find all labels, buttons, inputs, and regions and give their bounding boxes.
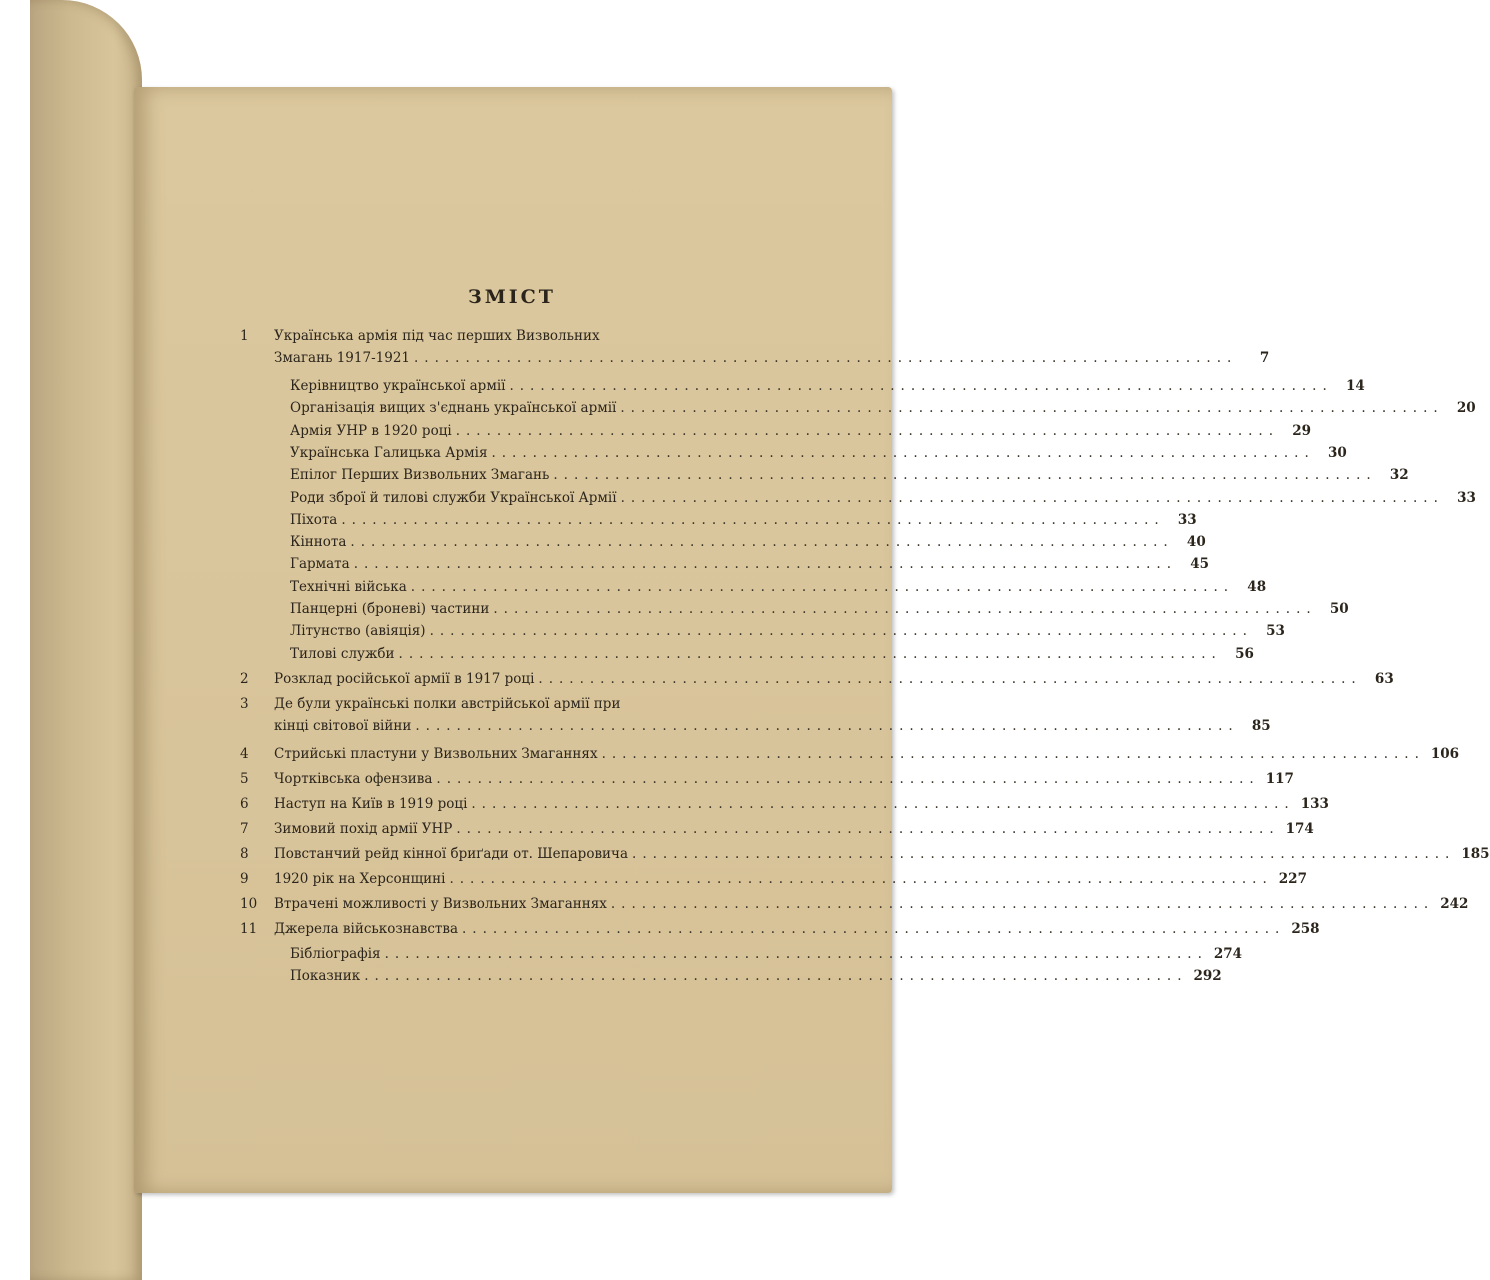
toc-entry-number: 7: [240, 820, 249, 837]
toc-dot-leader: ................................................................................: [384, 945, 1208, 962]
toc-entry-title: Чортківська офензива: [274, 770, 433, 787]
toc-dot-leader: ................................................................................: [509, 378, 1333, 394]
toc-entry-number: 3: [240, 695, 249, 712]
toc-dot-leader: ................................................................................: [632, 845, 1456, 862]
toc-entry-title: Бібліографія: [290, 945, 381, 962]
toc-dot-leader: ................................................................................: [414, 350, 1238, 366]
toc-entry-title: Тилові служби: [290, 645, 395, 662]
toc-entry-title: Роди зброї й тилові служби Української Армії: [290, 489, 617, 506]
toc-entry-title: Керівництво української армії: [290, 378, 506, 394]
toc-entry-title: 1920 рік на Херсонщині: [274, 870, 446, 887]
toc-entry-title: Гармата: [290, 556, 350, 573]
toc-entry-number: 9: [240, 870, 249, 887]
toc-page-number: 33: [1177, 511, 1197, 528]
toc-entry-title-line: Українська армія під час перших Визвольних: [274, 328, 600, 344]
toc-page-number: 227: [1278, 870, 1307, 887]
toc-dot-leader: ................................................................................: [553, 467, 1377, 484]
page-title: ЗМІСТ: [468, 286, 556, 308]
toc-dot-leader: ................................................................................: [415, 717, 1239, 734]
toc-page-number: 50: [1329, 601, 1349, 617]
toc-entry-number: 4: [240, 745, 249, 762]
toc-entry-number: 6: [240, 795, 249, 812]
toc-page-number: 258: [1291, 920, 1320, 937]
toc-entry-title: Наступ на Київ в 1919 році: [274, 795, 468, 812]
toc-page-number: 63: [1374, 670, 1394, 687]
toc-entry-title: Панцерні (броневі) частини: [290, 601, 490, 617]
toc-page-number: 29: [1292, 422, 1312, 439]
toc-entry-number: 2: [240, 670, 249, 687]
toc-entry-number: 10: [240, 895, 258, 912]
toc-entry-title: Повстанчий рейд кінної бриґади от. Шепаровича: [274, 845, 629, 862]
toc-entry-title: кінці світової війни: [274, 717, 412, 734]
toc-dot-leader: ................................................................................: [398, 645, 1222, 662]
toc-page-number: 185: [1461, 845, 1490, 862]
toc-entry-number: 11: [240, 920, 258, 937]
toc-entry-title: Епілог Перших Визвольних Змагань: [290, 467, 550, 484]
toc-page-number: 242: [1440, 895, 1469, 912]
toc-entry-title: Показник: [290, 967, 361, 984]
toc-dot-leader: ................................................................................: [436, 770, 1260, 787]
book-left-edge: [30, 0, 142, 1280]
toc-page-number: 14: [1345, 378, 1365, 394]
toc-dot-leader: ................................................................................: [410, 578, 1235, 595]
toc-entry-title-line: Де були українські полки австрійської армії при: [274, 695, 621, 712]
toc-entry-title: Змагань 1917-1921: [274, 350, 410, 366]
toc-dot-leader: ................................................................................: [456, 820, 1280, 837]
toc-dot-leader: ................................................................................: [538, 670, 1362, 687]
toc-dot-leader: ................................................................................: [493, 601, 1317, 617]
toc-entry-number: 8: [240, 845, 249, 862]
toc-page-number: 40: [1186, 534, 1206, 551]
toc-entry-number: 1: [240, 328, 249, 344]
toc-entry-number: 5: [240, 770, 249, 787]
toc-dot-leader: ................................................................................: [364, 967, 1188, 984]
toc-page-number: 85: [1251, 717, 1271, 734]
toc-page-number: 53: [1266, 623, 1285, 640]
toc-entry-title: Стрийські пластуни у Визвольних Змаганнях: [274, 745, 598, 762]
toc-entry-title: Літунство (авіяція): [290, 623, 426, 640]
toc-page-number: 33: [1457, 489, 1476, 506]
toc-page-number: 117: [1265, 770, 1294, 787]
book-page: [134, 87, 892, 1193]
toc-page-number: 48: [1247, 578, 1267, 595]
toc-page-number: 56: [1235, 645, 1254, 662]
toc-dot-leader: ................................................................................: [620, 489, 1444, 506]
toc-dot-leader: ................................................................................: [491, 444, 1315, 461]
toc-dot-leader: ................................................................................: [350, 534, 1174, 551]
toc-page-number: 106: [1430, 745, 1460, 762]
toc-dot-leader: ................................................................................: [429, 623, 1253, 640]
toc-dot-leader: ................................................................................: [610, 895, 1435, 912]
toc-dot-leader: ................................................................................: [620, 400, 1444, 417]
toc-dot-leader: ................................................................................: [471, 795, 1295, 812]
toc-entry-title: Кіннота: [290, 534, 347, 551]
toc-dot-leader: ................................................................................: [455, 422, 1280, 439]
toc-dot-leader: ................................................................................: [353, 556, 1178, 573]
toc-entry-title: Розклад російської армії в 1917 році: [274, 670, 535, 687]
toc-page-number: 174: [1285, 820, 1314, 837]
toc-entry-title: Організація вищих з'єднань української армії: [290, 400, 617, 417]
toc-page-number: 32: [1389, 467, 1409, 484]
toc-page-number: 274: [1213, 945, 1243, 962]
toc-entry-title: Армія УНР в 1920 році: [290, 422, 452, 439]
toc-page-number: 133: [1300, 795, 1329, 812]
toc-page-number: 45: [1190, 556, 1210, 573]
toc-dot-leader: ................................................................................: [449, 870, 1273, 887]
toc-entry-title: Українська Галицька Армія: [290, 444, 488, 461]
toc-dot-leader: ................................................................................: [462, 920, 1286, 937]
toc-entry-title: Зимовий похід армії УНР: [274, 820, 453, 837]
toc-entry-title: Піхота: [290, 511, 338, 528]
toc-page-number: 20: [1456, 400, 1476, 417]
toc-entry-title: Технічні війська: [290, 578, 407, 595]
toc-entry-title: Джерела військознавства: [274, 920, 459, 937]
toc-page-number: 292: [1193, 967, 1222, 984]
toc-page-number: 30: [1327, 444, 1347, 461]
toc-dot-leader: ................................................................................: [601, 745, 1425, 762]
toc-page-number: 7: [1259, 350, 1270, 366]
toc-entry-title: Втрачені можливості у Визвольних Змаганнях: [274, 895, 607, 912]
toc-dot-leader: ................................................................................: [341, 511, 1165, 528]
